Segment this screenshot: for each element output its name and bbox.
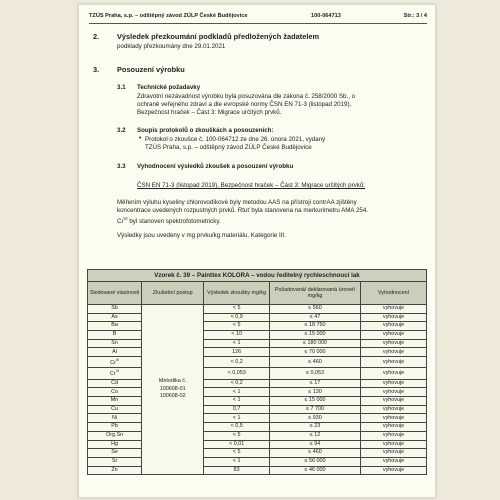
table-row: [88, 348, 427, 357]
limit-cell: ≤ 560: [269, 305, 360, 314]
result-cell: < 1: [204, 339, 270, 348]
document-page: [78, 4, 436, 498]
section-2-text: podklady přezkoumány dne 29.01.2021: [117, 43, 226, 50]
column-header: Vyhodnocení: [361, 282, 427, 305]
evaluation-cell: vyhovuje: [361, 368, 427, 379]
limit-cell: ≤ 180 000: [269, 339, 360, 348]
element-cell: Hg: [88, 440, 142, 449]
section-3-1-line: Zdravotní nezávadnost výrobku byla posuzována dle zákona č. 258/2000 Sb., o: [137, 93, 356, 100]
element-cell: Co: [88, 388, 142, 397]
element-cell: Ni: [88, 414, 142, 423]
result-cell: < 0,2: [204, 379, 270, 388]
result-cell: < 1: [204, 388, 270, 397]
section-2-number: 2.: [93, 32, 100, 41]
evaluation-cell: vyhovuje: [361, 449, 427, 458]
evaluation-cell: vyhovuje: [361, 414, 427, 423]
evaluation-cell: vyhovuje: [361, 405, 427, 414]
evaluation-cell: vyhovuje: [361, 440, 427, 449]
table-row: [88, 339, 427, 348]
table-row: [88, 322, 427, 331]
result-cell: < 0,5: [204, 423, 270, 432]
limit-cell: ≤ 56 000: [269, 457, 360, 466]
norm-reference: ČSN EN 71-3 (listopad 2019), Bezpečnost hraček – Část 3: Migrace určitých prvků:: [137, 182, 366, 189]
table-row: [88, 397, 427, 406]
section-3-2-line: TZÚS Praha, s.p. – odštěpný závod ZÚLP České Budějovice: [145, 144, 312, 151]
table-row: [88, 414, 427, 423]
element-cell: Se: [88, 449, 142, 458]
table-row: [88, 379, 427, 388]
limit-cell: ≤ 70 000: [269, 348, 360, 357]
element-cell: As: [88, 313, 142, 322]
section-3-1-title: Technické požadavky: [137, 84, 201, 91]
section-3-1-line: ochraně veřejného zdraví a dle evropské normy ČSN EN 71-3 (listopad 2019),: [137, 101, 352, 108]
header-protocol: 100-064713: [311, 13, 341, 19]
result-cell: < 0,9: [204, 313, 270, 322]
evaluation-cell: vyhovuje: [361, 339, 427, 348]
table-row: [88, 405, 427, 414]
result-cell: < 0,053: [204, 368, 270, 379]
column-header: Výsledek zkoušky mg/kg: [204, 282, 270, 305]
result-cell: < 1: [204, 457, 270, 466]
result-cell: < 5: [204, 431, 270, 440]
table-row: [88, 466, 427, 475]
result-cell: 83: [204, 466, 270, 475]
section-3-number: 3.: [93, 65, 100, 74]
limit-cell: ≤ 94: [269, 440, 360, 449]
section-3-3-title: Vyhodnocení výsledků zkoušek a posouzení výrobku: [137, 163, 294, 170]
evaluation-cell: vyhovuje: [361, 348, 427, 357]
result-cell: < 1: [204, 397, 270, 406]
evaluation-cell: vyhovuje: [361, 331, 427, 340]
element-cell: Mn: [88, 397, 142, 406]
element-cell: Sn: [88, 339, 142, 348]
bullet-icon: •: [139, 135, 142, 142]
evaluation-cell: vyhovuje: [361, 305, 427, 314]
element-cell: Al: [88, 348, 142, 357]
table-row: [88, 305, 427, 314]
evaluation-cell: vyhovuje: [361, 313, 427, 322]
result-cell: 126: [204, 348, 270, 357]
table-row: [88, 357, 427, 368]
page-header: [89, 11, 427, 24]
table-row: [88, 449, 427, 458]
section-3-2-title: Soupis protokolů o zkouškách a posouzeních:: [137, 127, 274, 134]
method-text-line: Měřením výluhu kyseliny chlorovodíkové byly metodou AAS na přístroji contrAA zjištěny: [117, 199, 357, 206]
element-cell: Pb: [88, 423, 142, 432]
section-3-2-number: 3.2: [117, 127, 126, 134]
sample-title: Vzorek č. 39 – Painttex KOLORA – vodou ředitelný rychleschnoucí lak: [88, 270, 427, 282]
element-cell: Cd: [88, 379, 142, 388]
table-row: [88, 423, 427, 432]
limit-cell: ≤ 47: [269, 313, 360, 322]
element-cell: Zn: [88, 466, 142, 475]
evaluation-cell: vyhovuje: [361, 388, 427, 397]
result-cell: < 1: [204, 414, 270, 423]
limit-cell: ≤ 460: [269, 449, 360, 458]
evaluation-cell: vyhovuje: [361, 457, 427, 466]
result-cell: < 5: [204, 449, 270, 458]
table-row: [88, 368, 427, 379]
results-note: Výsledky jsou uvedeny v mg prvku/kg materiálu. Kategorie III.: [117, 232, 286, 239]
element-cell: B: [88, 331, 142, 340]
table-row: [88, 388, 427, 397]
table-row: [88, 431, 427, 440]
results-table: [87, 269, 427, 475]
result-cell: < 0,2: [204, 357, 270, 368]
table-row: [88, 457, 427, 466]
section-3-1-number: 3.1: [117, 84, 126, 91]
column-header: Zkušební postup: [142, 282, 204, 305]
limit-cell: ≤ 130: [269, 388, 360, 397]
result-cell: < 0,01: [204, 440, 270, 449]
section-3-2-line: Protokol o zkoušce č. 100-064712 ze dne 26. února 2021, vydaný: [145, 136, 326, 143]
limit-cell: ≤ 0,053: [269, 368, 360, 379]
evaluation-cell: vyhovuje: [361, 379, 427, 388]
evaluation-cell: vyhovuje: [361, 397, 427, 406]
limit-cell: ≤ 460: [269, 357, 360, 368]
evaluation-cell: vyhovuje: [361, 423, 427, 432]
result-cell: < 5: [204, 322, 270, 331]
table-row: [88, 440, 427, 449]
element-cell: Sr: [88, 457, 142, 466]
limit-cell: ≤ 15 000: [269, 331, 360, 340]
limit-cell: ≤ 930: [269, 414, 360, 423]
limit-cell: ≤ 12: [269, 431, 360, 440]
limit-cell: ≤ 7 700: [269, 405, 360, 414]
section-2-title: Výsledek přezkoumání podkladů předložených žadatelem: [117, 32, 320, 41]
element-cell: Cu: [88, 405, 142, 414]
result-cell: < 10: [204, 331, 270, 340]
method-text-line: koncentrace uvedených rozpustných prvků. Rtuť byla stanovena na merkurimetru AMA 254.: [117, 207, 368, 214]
limit-cell: ≤ 18 750: [269, 322, 360, 331]
header-page-number: Str.: 3 / 4: [403, 13, 427, 19]
element-cell: Sb: [88, 305, 142, 314]
table-row: [88, 331, 427, 340]
element-cell: Org.Sn: [88, 431, 142, 440]
column-header: Sledované vlastnosti: [88, 282, 142, 305]
element-cell: $Cr^{VI}$: [88, 368, 142, 379]
limit-cell: ≤ 46 000: [269, 466, 360, 475]
result-cell: < 5: [204, 305, 270, 314]
column-header: Požadovaná/ deklarovaná úroveň mg/kg: [269, 282, 360, 305]
test-method-cell: Metodika č. 100608-01 100608-02: [142, 305, 204, 475]
section-3-title: Posouzení výrobku: [117, 65, 185, 74]
element-cell: $Cr^{III}$: [88, 357, 142, 368]
evaluation-cell: vyhovuje: [361, 357, 427, 368]
limit-cell: ≤ 23: [269, 423, 360, 432]
element-cell: Ba: [88, 322, 142, 331]
section-3-1-line: Bezpečnost hraček – Část 3: Migrace určitých prvků.: [137, 109, 282, 116]
section-3-3-number: 3.3: [117, 163, 126, 170]
evaluation-cell: vyhovuje: [361, 322, 427, 331]
method-text-line: $Cr^{VI}$ byl stanoven spektrofotometricky.: [117, 216, 221, 226]
table-row: [88, 313, 427, 322]
evaluation-cell: vyhovuje: [361, 466, 427, 475]
result-cell: 0,7: [204, 405, 270, 414]
limit-cell: ≤ 15 000: [269, 397, 360, 406]
evaluation-cell: vyhovuje: [361, 431, 427, 440]
header-org: TZÚS Praha, s.p. – odštěpný závod ZÚLP České Budějovice: [89, 13, 248, 19]
limit-cell: ≤ 17: [269, 379, 360, 388]
